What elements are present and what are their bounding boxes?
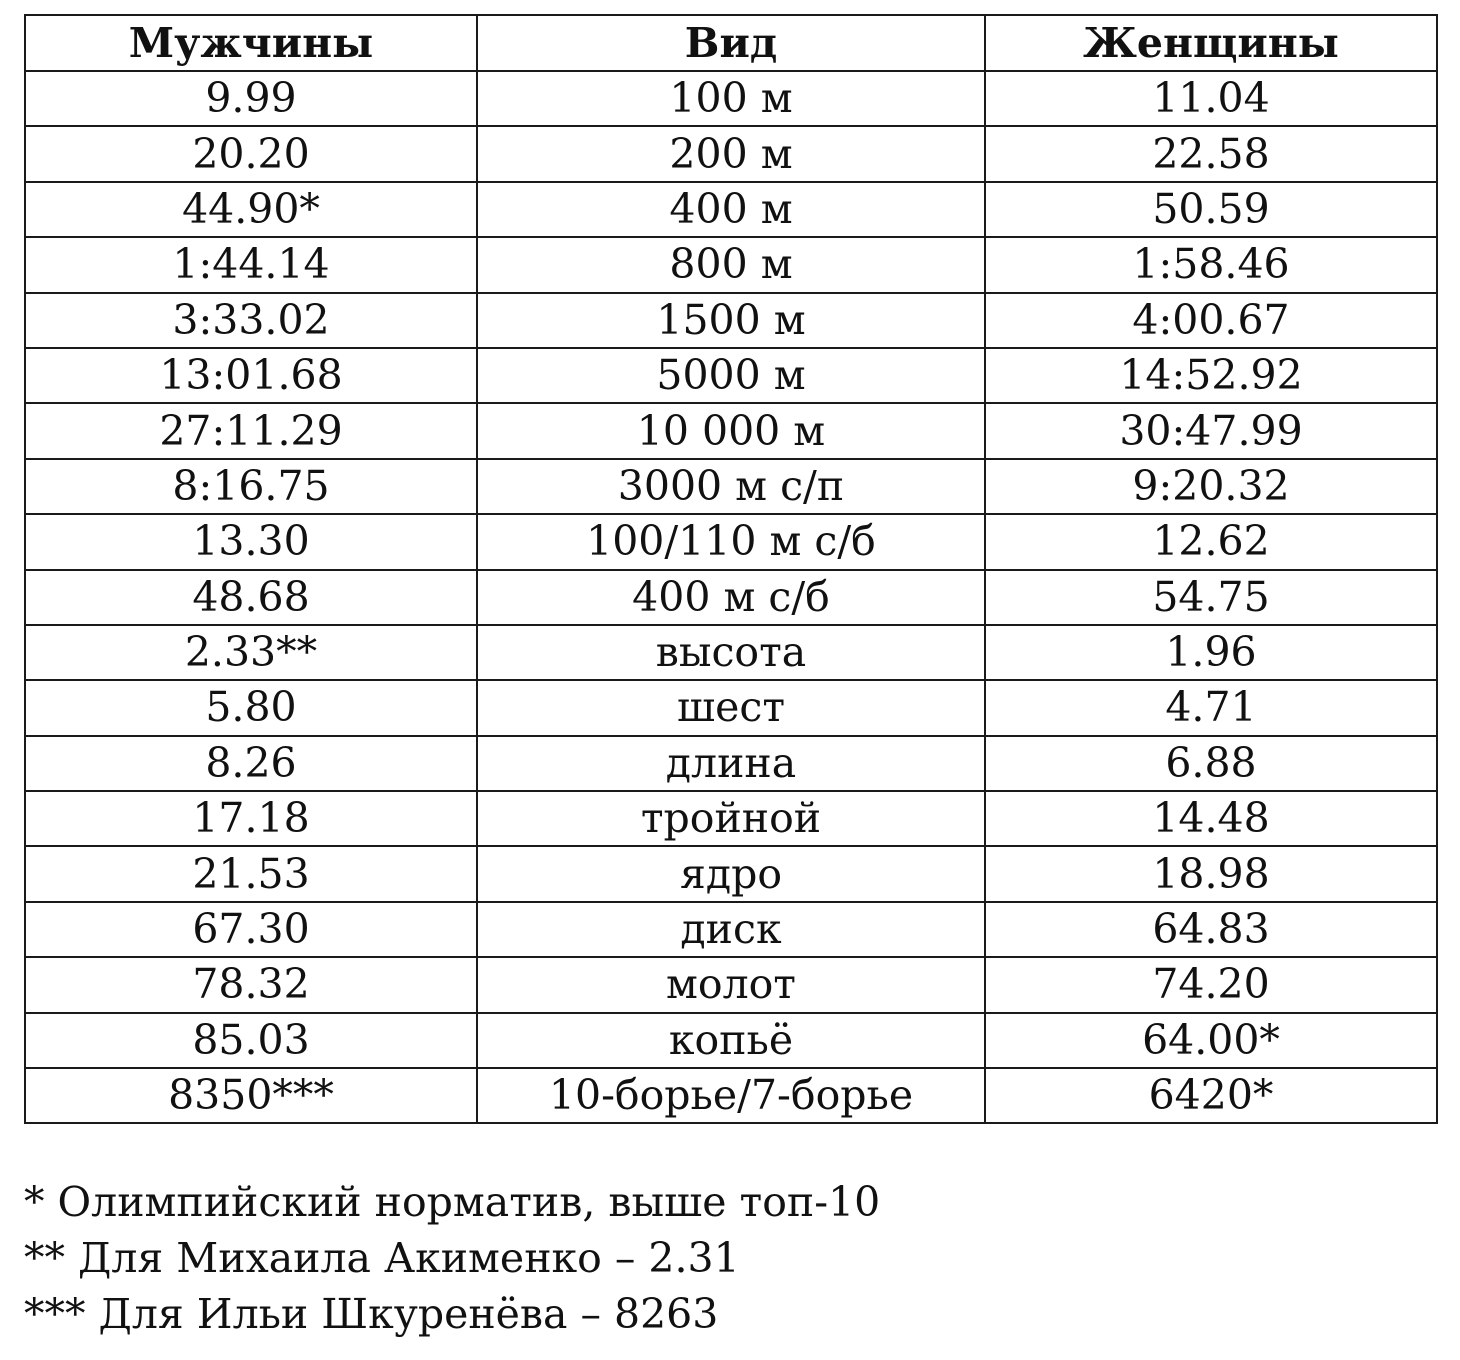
cell-men: 5.80: [25, 680, 477, 735]
standards-table: [24, 14, 1438, 1124]
table-row: [25, 1013, 1437, 1068]
table-row: [25, 126, 1437, 181]
cell-women: 54.75: [985, 570, 1437, 625]
cell-men: 1:44.14: [25, 237, 477, 292]
cell-men: 21.53: [25, 846, 477, 901]
cell-men: 27:11.29: [25, 403, 477, 458]
cell-event: высота: [477, 625, 985, 680]
cell-women: 11.04: [985, 71, 1437, 126]
cell-event: длина: [477, 736, 985, 791]
cell-event: 400 м: [477, 182, 985, 237]
cell-women: 6.88: [985, 736, 1437, 791]
cell-event: 400 м с/б: [477, 570, 985, 625]
cell-men: 67.30: [25, 902, 477, 957]
table-row: [25, 680, 1437, 735]
cell-event: 5000 м: [477, 348, 985, 403]
cell-men: 8.26: [25, 736, 477, 791]
header-women: Женщины: [985, 15, 1437, 71]
table-row: [25, 736, 1437, 791]
cell-women: 30:47.99: [985, 403, 1437, 458]
header-row: [25, 15, 1437, 71]
cell-women: 22.58: [985, 126, 1437, 181]
cell-men: 13.30: [25, 514, 477, 569]
header-men: Мужчины: [25, 15, 477, 71]
footnotes: [24, 1178, 1424, 1350]
cell-event: 100 м: [477, 71, 985, 126]
cell-women: 50.59: [985, 182, 1437, 237]
table-row: [25, 846, 1437, 901]
cell-men: 3:33.02: [25, 293, 477, 348]
cell-women: 14.48: [985, 791, 1437, 846]
footnote: ** Для Михаила Акименко – 2.31: [24, 1234, 740, 1282]
cell-event: молот: [477, 957, 985, 1012]
cell-women: 74.20: [985, 957, 1437, 1012]
cell-men: 85.03: [25, 1013, 477, 1068]
cell-event: диск: [477, 902, 985, 957]
cell-event: 100/110 м с/б: [477, 514, 985, 569]
cell-women: 18.98: [985, 846, 1437, 901]
table-header: [25, 15, 1437, 71]
cell-men: 13:01.68: [25, 348, 477, 403]
table-row: [25, 237, 1437, 292]
table-row: [25, 957, 1437, 1012]
cell-women: 1:58.46: [985, 237, 1437, 292]
header-event: Вид: [477, 15, 985, 71]
cell-men: 20.20: [25, 126, 477, 181]
cell-women: 64.83: [985, 902, 1437, 957]
footnote: * Олимпийский норматив, выше топ-10: [24, 1178, 881, 1226]
cell-men: 8350***: [25, 1068, 477, 1123]
cell-women: 6420*: [985, 1068, 1437, 1123]
cell-women: 4:00.67: [985, 293, 1437, 348]
table-row: [25, 403, 1437, 458]
table-row: [25, 514, 1437, 569]
cell-men: 9.99: [25, 71, 477, 126]
cell-event: шест: [477, 680, 985, 735]
table-row: [25, 625, 1437, 680]
table-row: [25, 182, 1437, 237]
table-row: [25, 791, 1437, 846]
cell-event: копьё: [477, 1013, 985, 1068]
table-row: [25, 71, 1437, 126]
cell-men: 48.68: [25, 570, 477, 625]
cell-women: 9:20.32: [985, 459, 1437, 514]
cell-men: 78.32: [25, 957, 477, 1012]
cell-women: 4.71: [985, 680, 1437, 735]
cell-men: 2.33**: [25, 625, 477, 680]
table-row: [25, 459, 1437, 514]
cell-event: 10 000 м: [477, 403, 985, 458]
cell-men: 44.90*: [25, 182, 477, 237]
cell-event: 10-борье/7-борье: [477, 1068, 985, 1123]
table-row: [25, 902, 1437, 957]
cell-women: 1.96: [985, 625, 1437, 680]
cell-women: 64.00*: [985, 1013, 1437, 1068]
cell-men: 17.18: [25, 791, 477, 846]
cell-event: 200 м: [477, 126, 985, 181]
cell-men: 8:16.75: [25, 459, 477, 514]
cell-event: 800 м: [477, 237, 985, 292]
cell-event: ядро: [477, 846, 985, 901]
table-body: [25, 71, 1437, 1123]
cell-event: 3000 м с/п: [477, 459, 985, 514]
table-row: [25, 570, 1437, 625]
table-row: [25, 348, 1437, 403]
cell-event: тройной: [477, 791, 985, 846]
cell-women: 12.62: [985, 514, 1437, 569]
table-row: [25, 1068, 1437, 1123]
cell-event: 1500 м: [477, 293, 985, 348]
footnote: *** Для Ильи Шкуренёва – 8263: [24, 1290, 719, 1338]
cell-women: 14:52.92: [985, 348, 1437, 403]
table-row: [25, 293, 1437, 348]
